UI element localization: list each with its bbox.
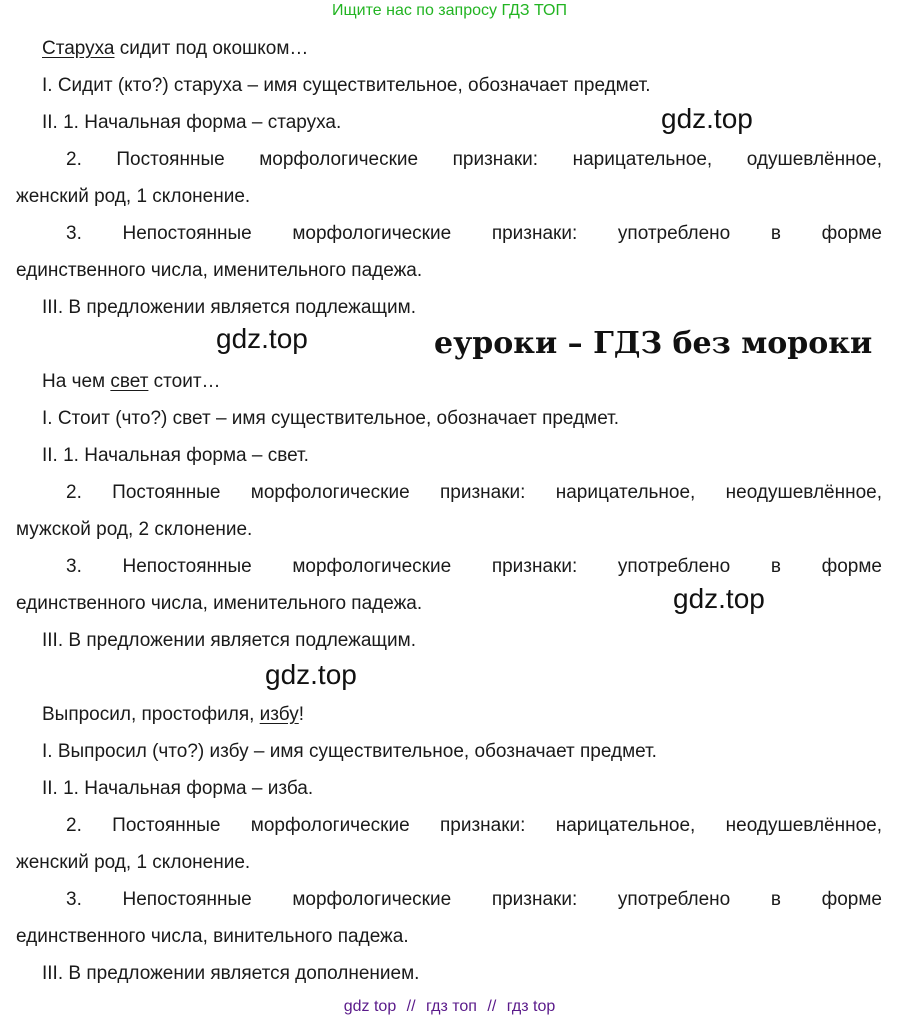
analysis-point-3: 2. Постоянные морфологические признаки: нарицательное, неодушевлённое, xyxy=(66,482,882,503)
sentence-suffix: стоит… xyxy=(148,371,221,392)
example-sentence xyxy=(42,38,308,60)
sentence-prefix: На чем xyxy=(42,371,111,392)
analysis-point-5: III. В предложении является подлежащим. xyxy=(42,630,417,651)
analysis-point-2: II. 1. Начальная форма – свет. xyxy=(42,445,309,466)
analysis-point-3: 2. Постоянные морфологические признаки: нарицательное, одушевлённое, xyxy=(66,149,882,170)
analysis-point-5: III. В предложении является дополнением. xyxy=(42,963,420,984)
gdz-watermark: gdz.top xyxy=(265,659,357,690)
footer-separator: // xyxy=(487,998,497,1015)
analyzed-word: Старуха xyxy=(42,38,115,59)
analysis-point-2: II. 1. Начальная форма – изба. xyxy=(42,778,314,799)
search-hint-link[interactable]: Ищите нас по запросу ГДЗ ТОП xyxy=(332,2,567,19)
footer-links xyxy=(0,998,899,1016)
gdz-watermark: gdz.top xyxy=(661,103,753,134)
analysis-point-4: 3. Непостоянные морфологические признаки: употреблено в форме xyxy=(66,556,882,577)
brand-watermark: еуроки – ГДЗ без мороки xyxy=(434,326,873,361)
footer-link-gdz-top[interactable]: gdz top xyxy=(343,998,397,1015)
footer-link-gdz-top-ru[interactable]: гдз топ xyxy=(426,998,477,1015)
analysis-point-4-cont: единственного числа, именительного падежа. xyxy=(16,593,423,614)
analyzed-word: свет xyxy=(110,371,149,392)
analyzed-word: избу xyxy=(259,704,299,725)
sentence-prefix: Выпросил, простофиля, xyxy=(42,704,260,725)
example-sentence xyxy=(42,371,221,393)
footer-separator: // xyxy=(406,998,416,1015)
example-sentence xyxy=(42,704,304,726)
footer-link-gdz-top-mixed[interactable]: гдз top xyxy=(506,998,556,1015)
analysis-point-4-cont: единственного числа, винительного падежа. xyxy=(16,926,409,947)
analysis-point-3: 2. Постоянные морфологические признаки: нарицательное, неодушевлённое, xyxy=(66,815,882,836)
analysis-point-4: 3. Непостоянные морфологические признаки: употреблено в форме xyxy=(66,223,882,244)
gdz-watermark: gdz.top xyxy=(216,323,308,354)
analysis-point-4: 3. Непостоянные морфологические признаки: употреблено в форме xyxy=(66,889,882,910)
analysis-point-5: III. В предложении является подлежащим. xyxy=(42,297,417,318)
analysis-point-2: II. 1. Начальная форма – старуха. xyxy=(42,112,342,133)
analysis-point-1: I. Сидит (кто?) старуха – имя существительное, обозначает предмет. xyxy=(42,75,651,96)
analysis-point-3-cont: мужской род, 2 склонение. xyxy=(16,519,253,540)
analysis-point-1: I. Стоит (что?) свет – имя существительное, обозначает предмет. xyxy=(42,408,620,429)
analysis-point-3-cont: женский род, 1 склонение. xyxy=(16,852,251,873)
analysis-point-4-cont: единственного числа, именительного падежа. xyxy=(16,260,423,281)
analysis-point-1: I. Выпросил (что?) избу – имя существительное, обозначает предмет. xyxy=(42,741,657,762)
sentence-suffix: сидит под окошком… xyxy=(114,38,309,59)
sentence-suffix: ! xyxy=(298,704,305,725)
gdz-watermark: gdz.top xyxy=(673,583,765,614)
analysis-point-3-cont: женский род, 1 склонение. xyxy=(16,186,251,207)
